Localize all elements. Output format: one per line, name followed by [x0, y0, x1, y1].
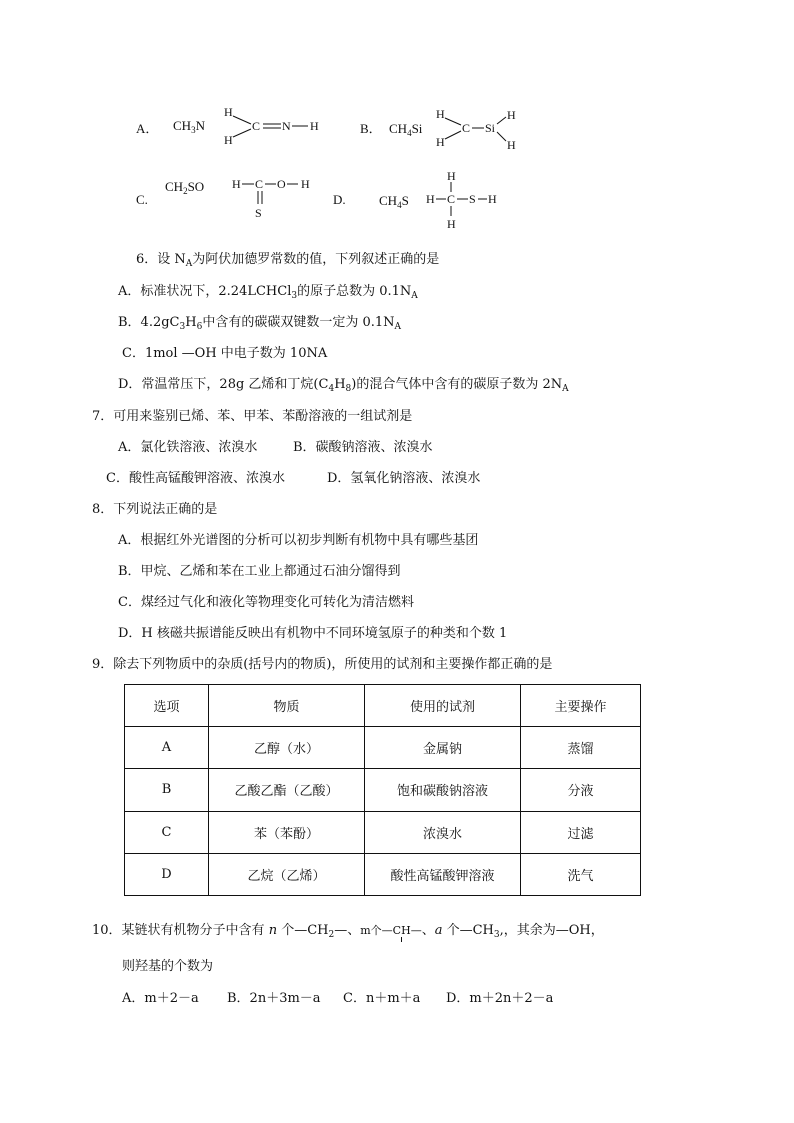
table-cell: 金属钠	[365, 727, 521, 769]
structure-d	[424, 166, 504, 232]
header-cell: 物质	[209, 685, 365, 727]
bond	[497, 132, 506, 141]
subscript: 3	[493, 930, 500, 940]
ch-unit	[393, 924, 411, 937]
atom-h: H	[447, 217, 456, 231]
q10-option-d: D．m＋2n＋2－a	[446, 991, 554, 1006]
table-cell: D	[125, 853, 209, 895]
stem-text: 个—CH	[277, 923, 329, 938]
subscript: A	[185, 259, 193, 269]
q6-option-a	[118, 280, 418, 301]
atom-h: H	[224, 133, 233, 147]
subscript: A	[411, 291, 418, 301]
table-cell: A	[125, 727, 209, 769]
q7-option-d: D．氢氧化钠溶液、浓溴水	[327, 471, 481, 486]
option-text: )的混合气体中含有的碳原子数为 2N	[351, 377, 563, 392]
subscript: 3	[179, 322, 186, 332]
atom-h: H	[447, 169, 456, 183]
q10-stem: 10．某链状有机物分子中含有 n 个$—CH_2—$、m个—CH —、a 个$—CH_3$,，其余为—OH，	[92, 923, 604, 940]
atom-h: H	[224, 105, 233, 119]
bond	[497, 117, 506, 124]
table-row	[125, 853, 641, 895]
variable-n: n	[268, 923, 278, 938]
molecular-formula: $CH_4S$	[379, 193, 409, 210]
molecular-formula: $CH_4Si$	[389, 121, 423, 138]
option-letter: D.	[333, 192, 346, 207]
option-text: H	[334, 377, 346, 392]
stem-text: 为阿伏加德罗常数的值，下列叙述正确的是	[192, 252, 440, 267]
option-text: H	[185, 315, 197, 330]
atom-c: C	[447, 192, 456, 206]
table-cell: 蒸馏	[521, 727, 641, 769]
q7-option-a: A．氯化铁溶液、浓溴水	[118, 440, 258, 455]
table-row	[125, 811, 641, 853]
stem-text: 、	[421, 923, 435, 938]
q6-option-d	[118, 373, 569, 394]
atom-c: C	[462, 121, 471, 135]
subscript: 2	[328, 930, 335, 940]
option-text: D．常温常压下，28g 乙烯和丁烷(C	[118, 377, 329, 392]
table-cell: 乙烷（乙烯）	[209, 853, 365, 895]
subscript: 6	[196, 322, 203, 332]
q9-stem: 9．除去下列物质中的杂质(括号内的物质)，所使用的试剂和主要操作都正确的是	[92, 657, 553, 672]
table-row	[125, 769, 641, 811]
structure-c	[230, 172, 320, 222]
subscript: A	[562, 384, 569, 394]
q10-option-c: C．n＋m＋a	[343, 991, 421, 1006]
q8-option-a: A．根据红外光谱图的分析可以初步判断有机物中具有哪些基团	[118, 533, 479, 548]
atom-si: Si	[485, 121, 496, 135]
atom-h: H	[426, 192, 435, 206]
atom-c: C	[252, 119, 261, 133]
subscript: A	[394, 322, 401, 332]
subscript: 3	[291, 291, 298, 301]
atom-h: H	[488, 192, 497, 206]
table-header-row	[125, 685, 641, 727]
molecular-formula: $CH_3N$	[173, 118, 205, 135]
table-cell: 苯（苯酚）	[209, 811, 365, 853]
stem-text: 个—CH	[442, 923, 494, 938]
q9-table	[124, 684, 641, 896]
header-cell: 选项	[125, 685, 209, 727]
bond	[233, 116, 251, 124]
option-letter: B．	[360, 121, 382, 136]
table-cell: C	[125, 811, 209, 853]
table-cell: 浓溴水	[365, 811, 521, 853]
q10-option-b: B．2n＋3m－a	[227, 991, 321, 1006]
bond-tick	[401, 937, 402, 942]
q8-stem: 8．下列说法正确的是	[92, 502, 218, 517]
variable-a: a	[434, 923, 443, 938]
ch-text: CH	[392, 924, 411, 937]
atom-h: H	[436, 107, 445, 121]
molecular-formula: $CH_2SO$	[165, 179, 205, 196]
option-text: 中含有的碳碳双键数一定为 0.1N	[202, 315, 395, 330]
atom-n: N	[282, 119, 291, 133]
table-cell: 乙酸乙酯（乙酸）	[209, 769, 365, 811]
table-cell: 过滤	[521, 811, 641, 853]
q7-stem: 7．可用来鉴别已烯、苯、甲苯、苯酚溶液的一组试剂是	[92, 409, 413, 424]
stem-text: —、	[334, 923, 361, 938]
table-cell: 酸性高锰酸钾溶液	[365, 853, 521, 895]
option-letter: C.	[136, 192, 148, 207]
stem-text: ,，其余为—OH，	[499, 923, 604, 938]
atom-h: H	[507, 108, 516, 122]
q7-option-c: C．酸性高锰酸钾溶液、浓溴水	[106, 471, 285, 486]
q6-stem	[136, 248, 439, 269]
option-text: A．标准状况下，2.24LCHCl	[118, 284, 292, 299]
table-cell: 分液	[521, 769, 641, 811]
atom-h: H	[436, 135, 445, 149]
stem-text: m个	[360, 924, 382, 937]
table-row	[125, 727, 641, 769]
q8-option-b: B．甲烷、乙烯和苯在工业上都通过石油分馏得到	[118, 564, 401, 579]
q10-line2: 则羟基的个数为	[122, 959, 214, 974]
q8-option-d: D．H 核磁共振谱能反映出有机物中不同环境氢原子的种类和个数 1	[118, 626, 508, 641]
bond	[445, 118, 461, 125]
structure-b	[434, 104, 524, 152]
q8-option-c: C．煤经过气化和液化等物理变化可转化为清洁燃料	[118, 595, 414, 610]
atom-o: O	[277, 177, 286, 191]
atom-h: H	[310, 119, 319, 133]
option-letter: A．	[136, 121, 159, 136]
stem-text: 6．设 N	[136, 252, 186, 267]
bond	[233, 129, 251, 137]
header-cell: 主要操作	[521, 685, 641, 727]
atom-s: S	[255, 206, 262, 220]
table-cell: 饱和碳酸钠溶液	[365, 769, 521, 811]
stem-text: 10．某链状有机物分子中含有	[92, 923, 269, 938]
q10-option-a: A．m＋2－a	[122, 991, 199, 1006]
table-cell: 洗气	[521, 853, 641, 895]
subscript: 8	[345, 384, 352, 394]
atom-h: H	[507, 138, 516, 152]
q7-option-b: B．碳酸钠溶液、浓溴水	[293, 440, 433, 455]
option-text: B．4.2gC	[118, 315, 180, 330]
option-text: 的原子总数为 0.1N	[297, 284, 412, 299]
header-cell: 使用的试剂	[365, 685, 521, 727]
table-cell: B	[125, 769, 209, 811]
q6-option-b	[118, 311, 401, 332]
bond	[445, 131, 461, 139]
atom-c: C	[255, 177, 264, 191]
table-cell: 乙醇（水）	[209, 727, 365, 769]
atom-h: H	[301, 177, 310, 191]
atom-s: S	[469, 192, 476, 206]
atom-h: H	[232, 177, 241, 191]
subscript: 4	[328, 384, 335, 394]
structure-a	[220, 102, 325, 148]
q6-option-c: C．1mol —OH 中电子数为 10NA	[122, 346, 328, 361]
